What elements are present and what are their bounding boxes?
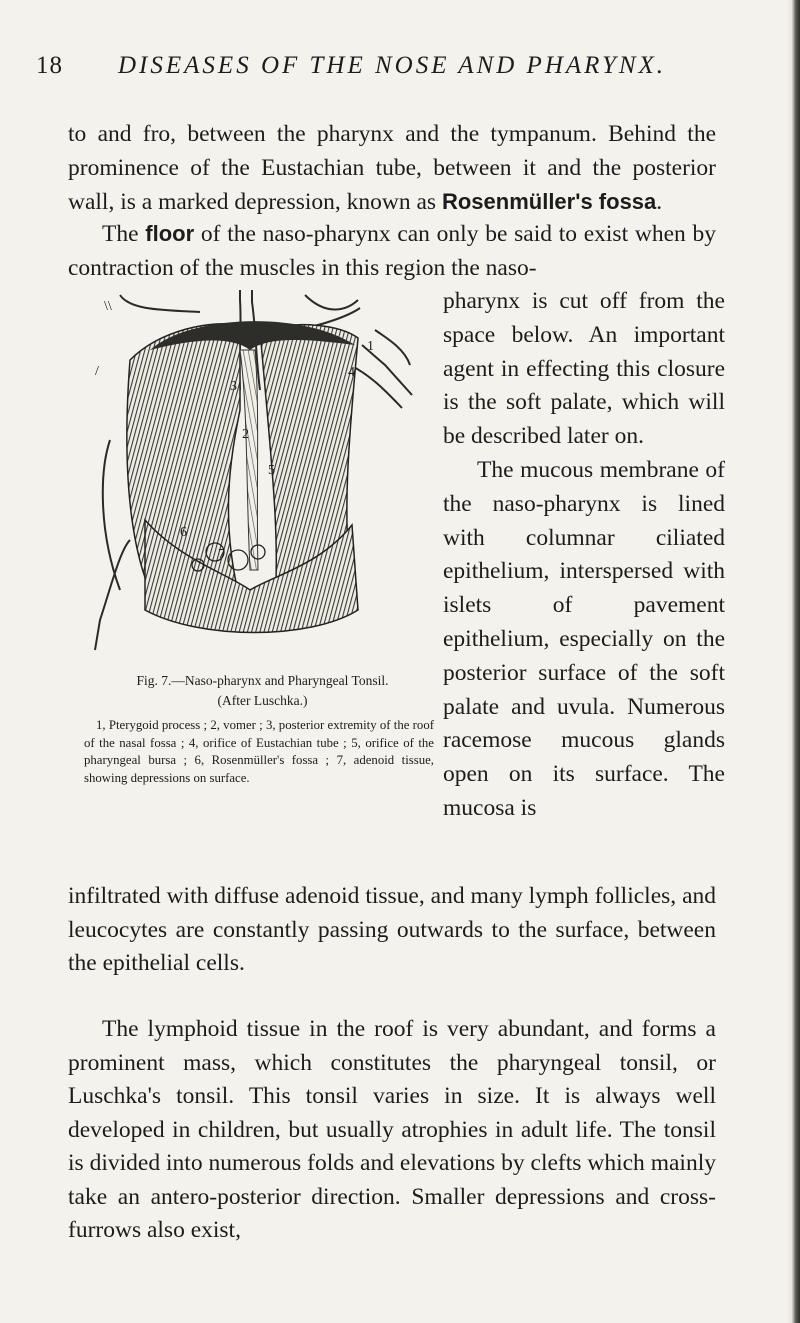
figure-caption-credit: (After Luschka.) [217,693,308,708]
paragraph-mucosa-continued: infiltrated with diffuse adenoid tissue, and many lymph follicles, and leucocytes are constantly passing outwards to the surface, between the epithelial cells. [68,883,716,976]
fig-label-3: 3 [230,379,237,394]
central-septum [240,350,258,570]
fig-label-4: 4 [348,365,355,380]
page-edge-shadow [786,0,800,1323]
running-title: DISEASES OF THE NOSE AND PHARYNX. [118,52,667,79]
paragraph1-text-after: . [656,189,663,215]
figure-naso-pharynx [90,290,435,655]
paragraph1-text-before: to and fro, between the pharynx and the tympanum. Behind the prominence of the Eustachian tube, between it and the posterior wall, is a marked depression, known as [68,121,716,215]
side-column-text [443,285,725,826]
paragraph-mucous-membrane: The mucous membrane of the naso-pharynx is lined with columnar ciliated epithelium, interspersed with islets of pavement epithelium, especially on the posterior surface of the soft palate and uvula. Numerous racemose mucous glands open on its surface. The mucosa is [443,456,725,821]
fig-label-5: 5 [268,463,275,478]
paragraph-lymphoid-tissue: The lymphoid tissue in the roof is very abundant, and forms a prominent mass, which constitutes the pharyngeal tonsil, or Luschka's tonsil. This tonsil varies in size. It is always well developed in children, but usually atrophies in adult life. The tonsil is divided into numerous folds and elevations by clefts which mainly take an antero-posterior direction. Smaller depressions and cross-furrows also exist, [68,1016,716,1243]
fig-label-6: 6 [180,525,187,540]
paragraph2-text-after: of the naso-pharynx can only be said to exist when by contraction of the muscles in this region the naso- [68,221,716,281]
fig-label-7: 7 [218,547,225,562]
figure-caption [90,671,435,711]
page-number: 18 [36,52,63,79]
svg-text:/: / [95,364,99,379]
term-rosenmuller-fossa: Rosenmüller's fossa [441,189,657,214]
fig-label-1: 1 [367,339,374,354]
side-continuation: pharynx is cut off from the space below. An important agent in effecting this closure is the soft palate, which will be described later on. [443,288,725,450]
term-floor: floor [145,221,195,246]
fig-label-2: 2 [242,427,249,442]
paragraph-rosenmuller [68,118,716,220]
figure-legend: 1, Pterygoid process ; 2, vomer ; 3, posterior extremity of the roof of the nasal fossa ; 4, orifice of Eustachian tube ; 5, orifice of the pharyngeal bursa ; 6, Rosenmüller's fossa ; 7, adenoid tissue, showing depressions on surface. [84,718,434,785]
naso-pharynx-illustration [90,290,435,655]
figure-caption-title: Fig. 7.—Naso-pharynx and Pharyngeal Tonsil. [136,673,389,688]
svg-text:\\: \\ [104,299,112,314]
paragraph-floor [68,217,716,285]
paragraph2-text-before: The [102,221,146,247]
